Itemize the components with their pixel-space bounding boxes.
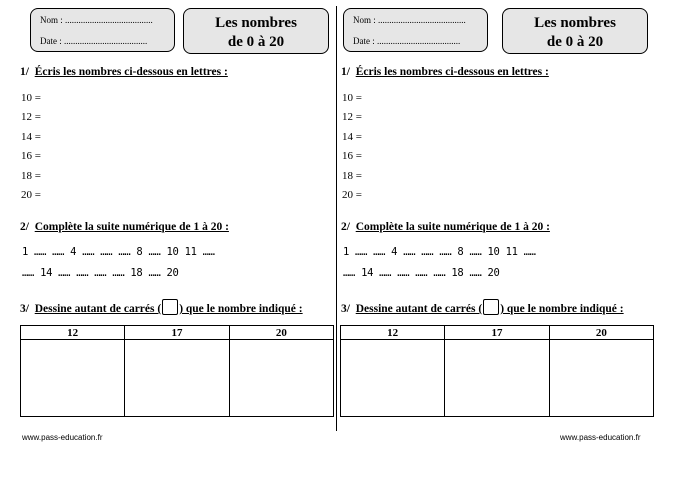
- question-text-start: Dessine autant de carrés (: [34, 303, 162, 315]
- number-row: 10 =: [21, 92, 41, 104]
- footer-url: www.pass-education.fr: [22, 433, 103, 442]
- question-text-start: Dessine autant de carrés (: [355, 303, 483, 315]
- drawing-table: [20, 325, 334, 417]
- sequence-line-2: …… 14 …… …… …… …… 18 …… 20: [343, 267, 500, 279]
- question-number: 2/: [20, 221, 29, 233]
- title-box: [502, 8, 648, 54]
- worksheet-right: [337, 0, 667, 480]
- drawing-cell[interactable]: [229, 340, 333, 417]
- number-row: 12 =: [342, 111, 362, 123]
- question-number: 3/: [20, 303, 29, 315]
- number-row: 16 =: [342, 150, 362, 162]
- title-line-1: Les nombres: [534, 15, 616, 31]
- number-row: 14 =: [21, 131, 41, 143]
- question-number: 1/: [20, 66, 29, 78]
- worksheet-left: [10, 0, 340, 480]
- number-row: 20 =: [21, 189, 41, 201]
- number-row: 18 =: [342, 170, 362, 182]
- question-text: Complète la suite numérique de 1 à 20 :: [34, 221, 229, 233]
- column-header: 20: [549, 326, 653, 340]
- question-number: 3/: [341, 303, 350, 315]
- drawing-table: [340, 325, 654, 417]
- question-3-heading: [341, 299, 624, 315]
- column-header: 12: [341, 326, 445, 340]
- title-line-1: Les nombres: [215, 15, 297, 31]
- column-header: 17: [125, 326, 229, 340]
- sequence-line-2: …… 14 …… …… …… …… 18 …… 20: [22, 267, 179, 279]
- number-row: 20 =: [342, 189, 362, 201]
- question-text: Écris les nombres ci-dessous en lettres :: [34, 66, 228, 78]
- question-2-heading: [20, 221, 229, 233]
- drawing-cell[interactable]: [445, 340, 549, 417]
- number-row: 12 =: [21, 111, 41, 123]
- footer-url: www.pass-education.fr: [560, 433, 641, 442]
- question-text-end: ) que le nombre indiqué :: [500, 303, 624, 315]
- column-header: 20: [229, 326, 333, 340]
- title-box: [183, 8, 329, 54]
- sequence-line-1: 1 …… …… 4 …… …… …… 8 …… 10 11 ……: [22, 246, 215, 258]
- column-header: 12: [21, 326, 125, 340]
- title-line-2: de 0 à 20: [546, 34, 604, 50]
- square-icon: [483, 299, 499, 315]
- number-row: 18 =: [21, 170, 41, 182]
- column-header: 17: [445, 326, 549, 340]
- question-text: Écris les nombres ci-dessous en lettres :: [355, 66, 549, 78]
- number-row: 10 =: [342, 92, 362, 104]
- number-row: 16 =: [21, 150, 41, 162]
- question-text: Complète la suite numérique de 1 à 20 :: [355, 221, 550, 233]
- square-icon: [162, 299, 178, 315]
- question-3-heading: [20, 299, 303, 315]
- question-text-end: ) que le nombre indiqué :: [179, 303, 303, 315]
- drawing-cell[interactable]: [125, 340, 229, 417]
- question-2-heading: [341, 221, 550, 233]
- number-row: 14 =: [342, 131, 362, 143]
- question-1-heading: [341, 66, 549, 78]
- name-date-box: [343, 8, 488, 52]
- date-field[interactable]: Date : .....................................: [40, 36, 148, 46]
- name-field[interactable]: Nom : .......................................: [353, 15, 466, 25]
- drawing-cell[interactable]: [21, 340, 125, 417]
- name-date-box: [30, 8, 175, 52]
- title-line-2: de 0 à 20: [227, 34, 285, 50]
- question-number: 1/: [341, 66, 350, 78]
- name-field[interactable]: Nom : .......................................: [40, 15, 153, 25]
- drawing-cell[interactable]: [341, 340, 445, 417]
- sequence-line-1: 1 …… …… 4 …… …… …… 8 …… 10 11 ……: [343, 246, 536, 258]
- question-1-heading: [20, 66, 228, 78]
- question-number: 2/: [341, 221, 350, 233]
- drawing-cell[interactable]: [549, 340, 653, 417]
- date-field[interactable]: Date : .....................................: [353, 36, 461, 46]
